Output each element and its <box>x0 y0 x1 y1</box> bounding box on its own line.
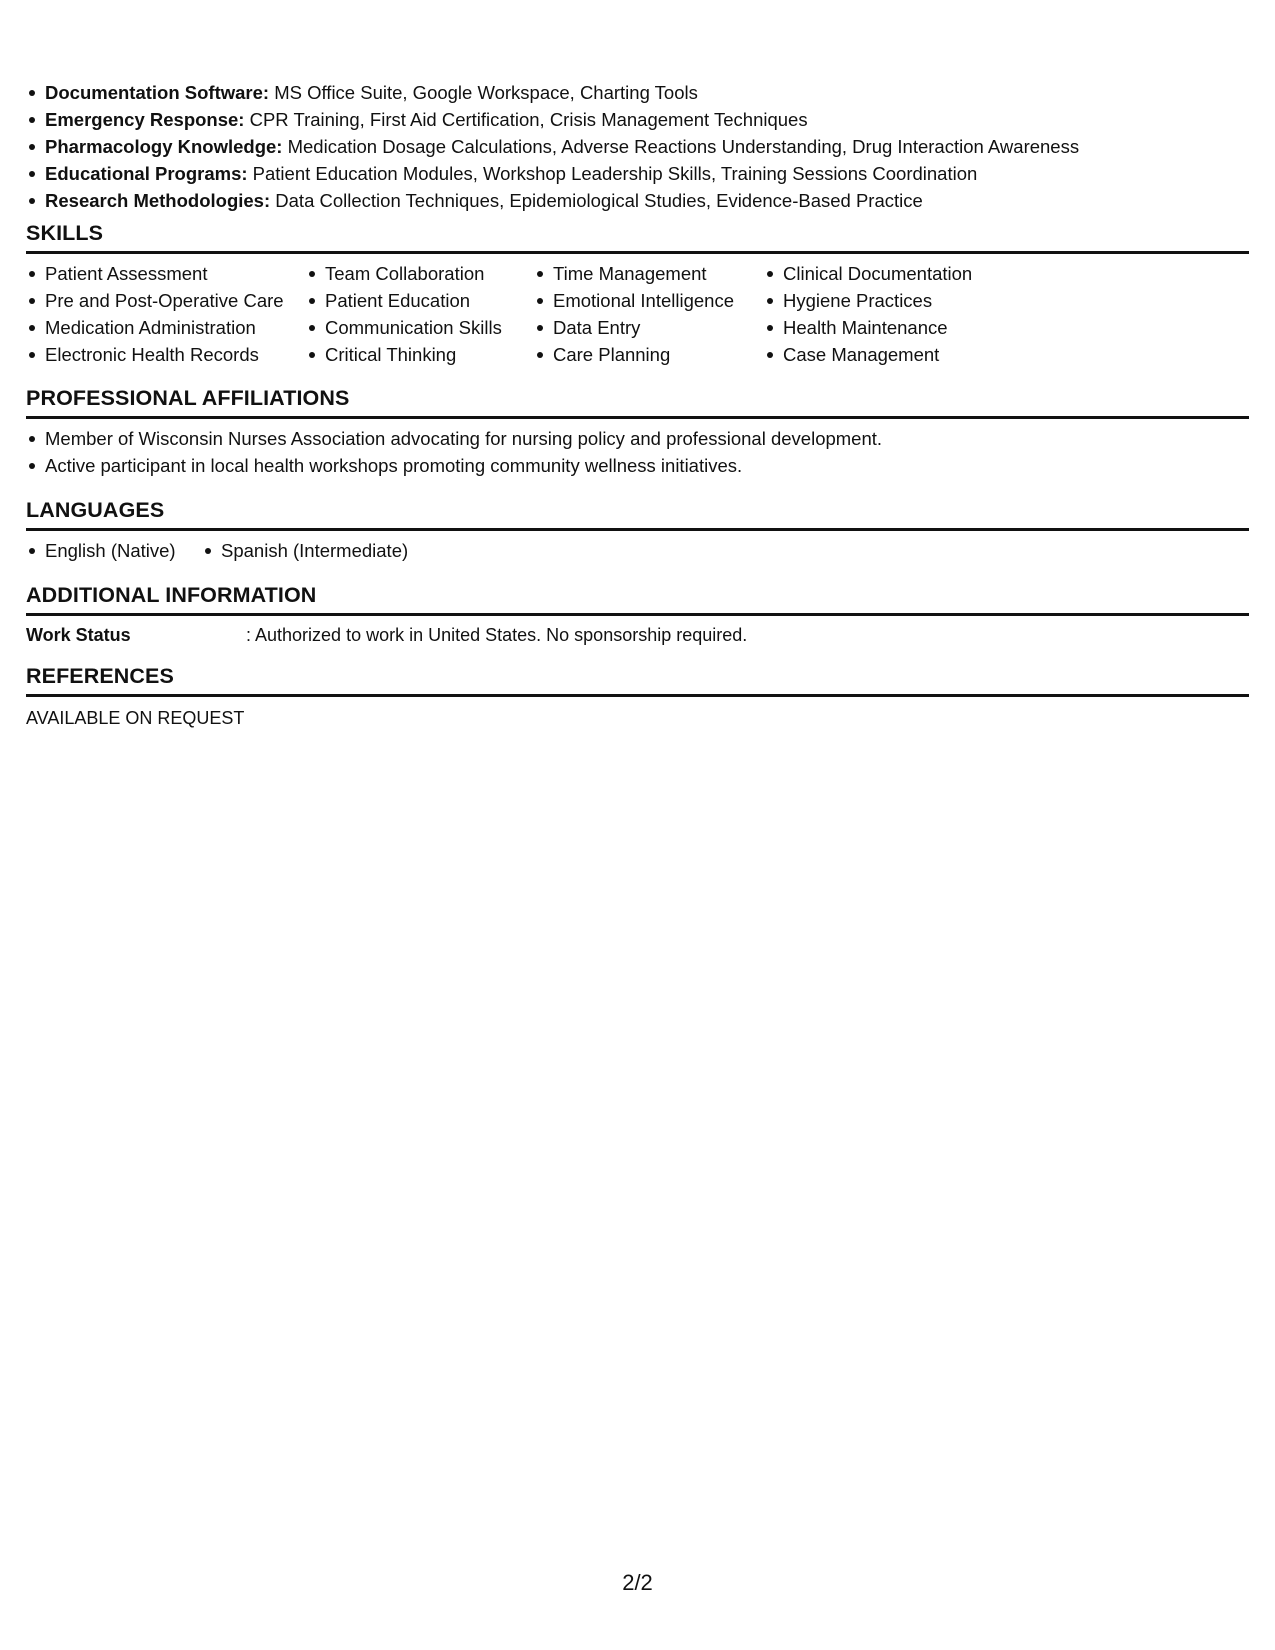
list-item <box>26 187 1079 214</box>
work-status-value: : Authorized to work in United States. No sponsorship required. <box>246 625 748 645</box>
skill-category-value: CPR Training, First Aid Certification, Crisis Management Techniques <box>244 109 808 130</box>
list-item: Care Planning <box>534 341 764 368</box>
skills-column-2 <box>306 260 534 368</box>
section-heading-references: REFERENCES <box>26 662 1249 697</box>
section-heading-additional-info: ADDITIONAL INFORMATION <box>26 581 1249 616</box>
skills-column-1 <box>26 260 306 368</box>
languages-row <box>26 537 1249 564</box>
skills-column-3 <box>534 260 764 368</box>
list-item: Data Entry <box>534 314 764 341</box>
skill-category-label: Pharmacology Knowledge: <box>45 136 283 157</box>
list-item: Pre and Post-Operative Care <box>26 287 306 314</box>
skill-category-value: MS Office Suite, Google Workspace, Charting Tools <box>269 82 698 103</box>
list-item: Case Management <box>764 341 1064 368</box>
list-item <box>26 160 1079 187</box>
list-item: Member of Wisconsin Nurses Association advocating for nursing policy and professional development. <box>26 425 1249 452</box>
list-item: Patient Education <box>306 287 534 314</box>
list-item: Team Collaboration <box>306 260 534 287</box>
additional-info-section <box>26 581 1249 648</box>
list-item <box>26 106 1079 133</box>
list-item: Emotional Intelligence <box>534 287 764 314</box>
skill-category-value: Patient Education Modules, Workshop Leadership Skills, Training Sessions Coordination <box>247 163 978 184</box>
resume-page <box>26 0 1249 1650</box>
list-item: Hygiene Practices <box>764 287 1064 314</box>
skill-category-value: Data Collection Techniques, Epidemiological Studies, Evidence-Based Practice <box>270 190 923 211</box>
list-item: Medication Administration <box>26 314 306 341</box>
list-item <box>26 133 1079 160</box>
skills-section <box>26 219 1249 368</box>
list-item: English (Native) <box>26 537 202 564</box>
skill-category-label: Emergency Response: <box>45 109 245 130</box>
section-heading-affiliations: PROFESSIONAL AFFILIATIONS <box>26 384 1249 419</box>
languages-section <box>26 496 1249 564</box>
list-item: Spanish (Intermediate) <box>202 537 408 564</box>
list-item: Communication Skills <box>306 314 534 341</box>
work-status-row <box>26 622 1249 648</box>
languages-column-2 <box>202 537 408 564</box>
skill-category-label: Documentation Software: <box>45 82 270 103</box>
list-item: Patient Assessment <box>26 260 306 287</box>
technical-skills-list <box>26 79 1079 214</box>
affiliations-section <box>26 384 1249 479</box>
list-item: Active participant in local health workshops promoting community wellness initiatives. <box>26 452 1249 479</box>
references-section <box>26 662 1249 731</box>
section-heading-skills: SKILLS <box>26 219 1249 254</box>
references-text: AVAILABLE ON REQUEST <box>26 708 245 728</box>
list-item: Time Management <box>534 260 764 287</box>
skills-grid <box>26 260 1249 368</box>
list-item: Health Maintenance <box>764 314 1064 341</box>
list-item: Clinical Documentation <box>764 260 1064 287</box>
list-item: Electronic Health Records <box>26 341 306 368</box>
list-item: Critical Thinking <box>306 341 534 368</box>
skill-category-label: Research Methodologies: <box>45 190 271 211</box>
list-item <box>26 79 1079 106</box>
page-number: 2/2 <box>622 1570 653 1595</box>
skill-category-label: Educational Programs: <box>45 163 248 184</box>
skill-category-value: Medication Dosage Calculations, Adverse Reactions Understanding, Drug Interaction Awareness <box>282 136 1080 157</box>
section-heading-languages: LANGUAGES <box>26 496 1249 531</box>
languages-column-1 <box>26 537 202 564</box>
work-status-label: Work Status <box>26 625 131 645</box>
affiliations-list <box>26 425 1249 479</box>
skills-column-4 <box>764 260 1064 368</box>
